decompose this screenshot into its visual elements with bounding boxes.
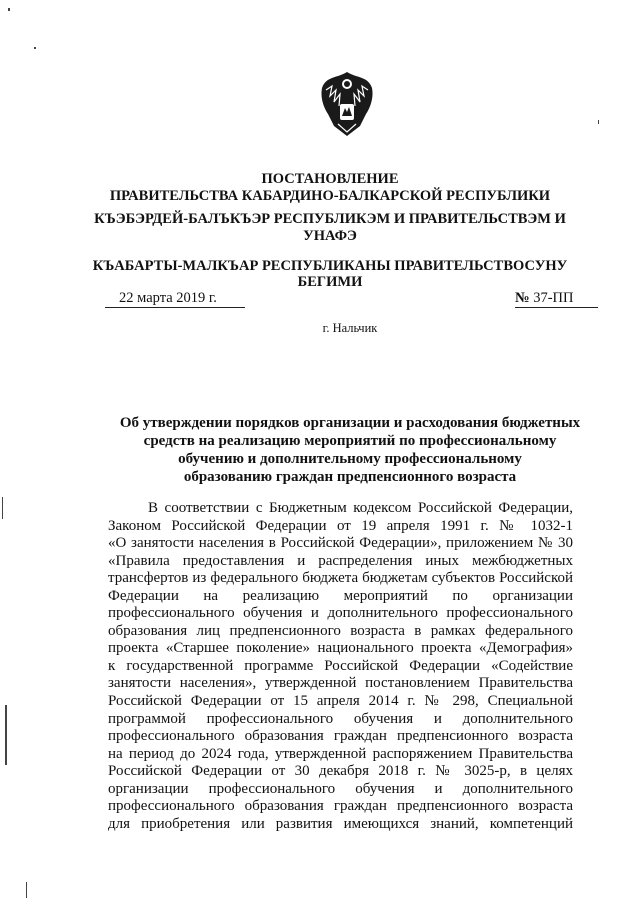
body-line: образования лиц предпенсионного возраста в рамках федерального <box>108 622 573 639</box>
body-line: занятости населения», утвержденной постановлением Правительства <box>108 675 573 692</box>
body-line: Законом Российской Федерации от 19 апреля 1991 г. № 1032-1 <box>108 517 573 534</box>
body-line: профессионального образования граждан предпенсионного возраста <box>108 798 573 815</box>
title-line: Об утверждении порядков организации и расходования бюджетных <box>119 415 581 431</box>
scan-edge-mark <box>5 705 7 765</box>
document-type: ПОСТАНОВЛЕНИЕ <box>261 171 399 187</box>
scan-edge-mark <box>2 497 3 519</box>
body-line: проекта «Старшее поколение» национального проекта «Демография» <box>108 640 573 657</box>
body-line: Федерации на реализацию мероприятий по организации <box>108 587 573 604</box>
title-line: средств на реализацию мероприятий по профессиональному <box>143 433 557 449</box>
body-line: программой профессионального обучения и дополнительного <box>108 710 573 727</box>
number-value: 37-ПП <box>533 290 574 306</box>
body-line: к государственной программе Российской Федерации «Содействие <box>108 657 573 674</box>
body-line: Российской Федерации от 30 декабря 2018 г. № 3025-р, в целях <box>108 763 573 780</box>
body-line: организации профессионального обучения и дополнительного <box>108 780 573 797</box>
title-line: обучению и дополнительному профессиональному <box>178 451 522 467</box>
city: г. Нальчик <box>322 321 378 335</box>
issuer-russian: ПРАВИТЕЛЬСТВА КАБАРДИНО-БАЛКАРСКОЙ РЕСПУБЛИКИ <box>109 188 551 204</box>
document-number <box>515 289 598 308</box>
body-line: для приобретения или развития имеющихся знаний, компетенций <box>108 815 573 832</box>
body-line: В соответствии с Бюджетным кодексом Российской Федерации, <box>148 500 573 516</box>
body-line: «Правила предоставления и распределения иных межбюджетных <box>108 552 573 569</box>
scan-speck <box>598 120 599 124</box>
number-sign: № <box>515 290 530 306</box>
body-line: «О занятости населения в Российской Федерации», приложением № 30 <box>108 535 573 552</box>
issuer-kabardian-line-1: КЪЭБЭРДЕЙ-БАЛЪКЪЭР РЕСПУБЛИКЭМ И ПРАВИТЕЛЬСТВЭМ И <box>94 211 566 227</box>
body-line: на период до 2024 года, утвержденной распоряжением Правительства <box>108 745 573 762</box>
title-line: образованию граждан предпенсионного возраста <box>183 469 517 485</box>
issuer-kabardian-line-2: УНАФЭ <box>303 228 357 244</box>
body-line: трансфертов из федерального бюджета бюджетам субъектов Российской <box>108 570 573 587</box>
coat-of-arms-icon <box>318 70 376 138</box>
body-line: профессионального обучения и дополнительного профессионального <box>108 605 573 622</box>
scan-speck <box>8 8 10 11</box>
body-line: Российской Федерации от 15 апреля 2014 г. № 298, Специальной <box>108 693 573 710</box>
issuer-balkar-line-2: БЕГИМИ <box>297 274 363 290</box>
document-date: 22 марта 2019 г. <box>105 289 245 308</box>
scan-speck <box>34 47 36 49</box>
scan-edge-mark <box>26 882 27 898</box>
issuer-balkar-line-1: КЪАБАРТЫ-МАЛКЪАР РЕСПУБЛИКАНЫ ПРАВИТЕЛЬСТВОСУНУ <box>92 258 568 274</box>
body-paragraph <box>108 500 573 833</box>
body-line: профессионального образования граждан предпенсионного возраста <box>108 728 573 745</box>
